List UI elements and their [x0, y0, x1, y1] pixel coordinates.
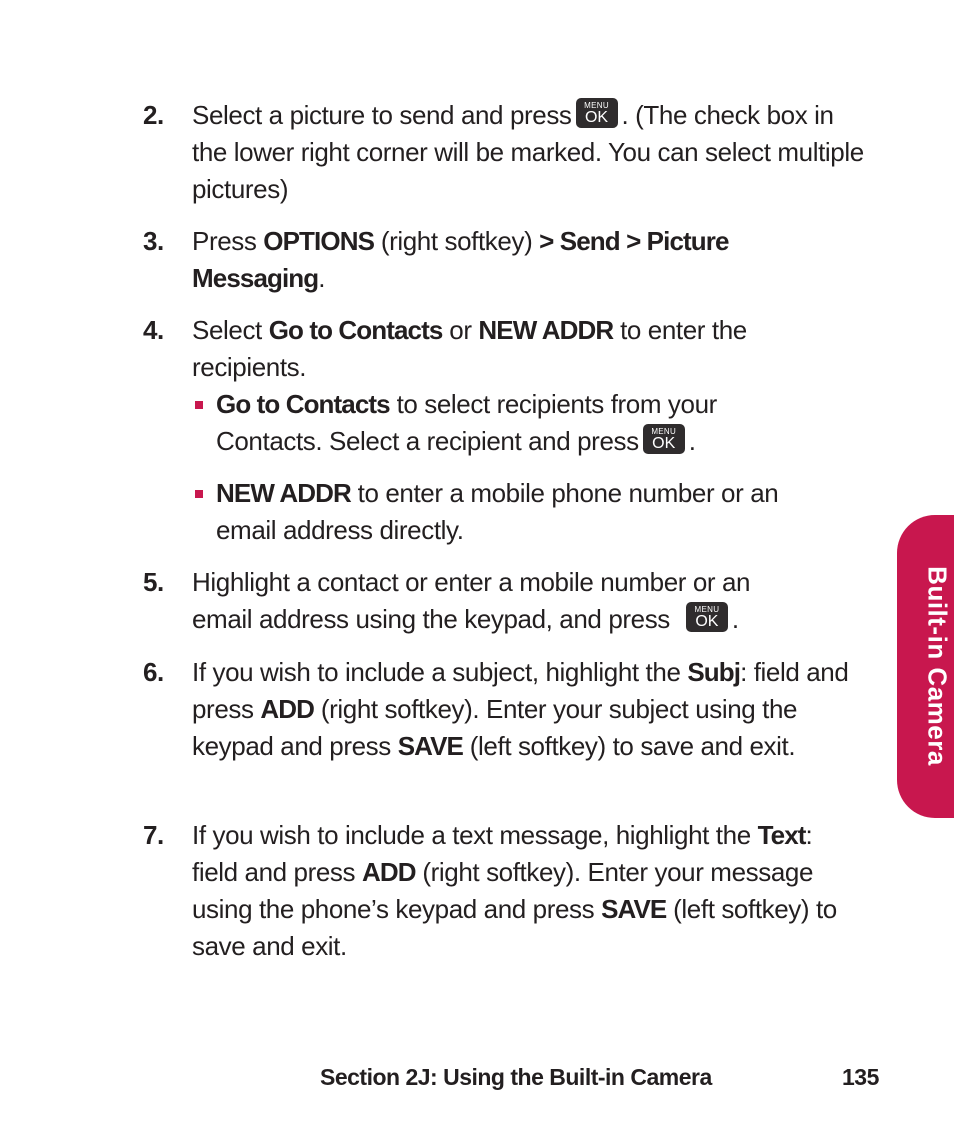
page-number: 135: [842, 1064, 879, 1090]
bullet-text: Go to Contacts to select recipients from your Contacts. Select a recipient and press MENU OK .: [216, 389, 717, 456]
step-text: Select a picture to send and press MENU OK . (The check box in the lower right corner will be marked. You can select multiple pictures): [192, 100, 864, 204]
step-text: Highlight a contact or enter a mobile number or an email address using the keypad, and press MENU OK .: [192, 567, 751, 634]
step-number: 2.: [143, 100, 164, 130]
menu-ok-key-icon: MENU OK: [643, 424, 685, 454]
step-text: If you wish to include a text message, highlight the Text: field and press ADD (right softkey). Enter your message using the phone’s keypad and press SAVE (left softkey) to save and exit.: [192, 820, 837, 961]
step-number: 7.: [143, 820, 164, 850]
step-number: 4.: [143, 315, 164, 345]
side-tab-label: Built-in Camera: [922, 566, 953, 766]
step-text: If you wish to include a subject, highlight the Subj: field and press ADD (right softkey). Enter your subject using the keypad and press SAVE (left softkey) to save and exit.: [192, 657, 849, 761]
step-number: 6.: [143, 657, 164, 687]
step-text: Select Go to Contacts or NEW ADDR to enter the recipients.: [192, 315, 747, 382]
step-text: Press OPTIONS (right softkey) > Send > Picture Messaging.: [192, 226, 729, 293]
bullet-square-icon: [195, 490, 203, 498]
step-number: 5.: [143, 567, 164, 597]
bullet-text: NEW ADDR to enter a mobile phone number or an email address directly.: [216, 478, 779, 545]
bullet-square-icon: [195, 401, 203, 409]
footer-section-title: Section 2J: Using the Built-in Camera: [320, 1064, 712, 1090]
menu-ok-key-icon: MENU OK: [576, 98, 618, 128]
step-number: 3.: [143, 226, 164, 256]
menu-ok-key-icon: MENU OK: [686, 602, 728, 632]
